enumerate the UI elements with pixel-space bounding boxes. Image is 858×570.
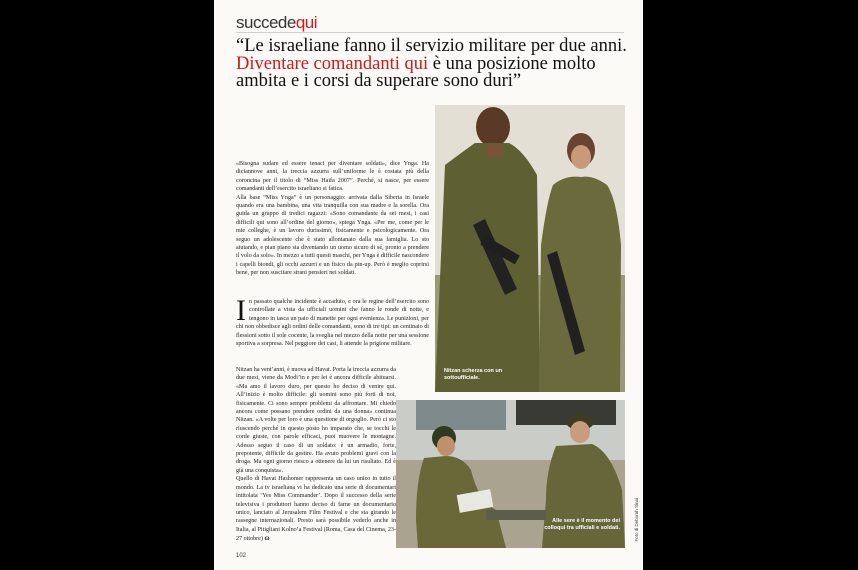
body-paragraph-2: Alla base “Miss Ynga” è un personaggio: arrivata dalla Siberia in Israele quando era una bambina, una vita tranquilla con sua madre e la sorella. Ora guida un gruppo di tredici ragazzi: «Sono comandante da sei mesi, i casi difficili qui sono all’ordine del giorno», spiega Ynga. «Per me, come per le mie colleghe, è un lavoro durissimo, fisicamente e psicologicamente. Ora seguo un adolescente che è stato allontanato dalla sua famiglia. Lo sto aiutando, e pian piano sta diventando un uomo sicuro di sé, pronto a prendere il volo da solo». In mezzo a tutti questi maschi, per Ynga è difficile nascondere i capelli biondi, gli occhi azzurri e un fisico da pin-up. Però è meglio coprirsi bene, per non suscitare strani pensieri nei soldati. [236, 194, 429, 277]
magazine-page [214, 0, 643, 570]
body-column-middle [236, 294, 429, 348]
body-paragraph-3: n passato qualche incidente è accaduto, e ora le regine dell’esercito sono controllate a vista da ufficiali uomini che fanno le ronde di notte, e tengono in tasca un paio di manette per ogni evenienza. Le punizioni, per chi non obbedisce agli ordini delle comandanti, sono di tre tipi: un centinaio di flessioni sotto il sole cocente, la sveglia nel mezzo della notte per una sessione sportiva a sorpresa. Nel peggiore dei casi, li attende la prigione militare. [236, 299, 429, 348]
photo-credit: Foto di Deborah Sinai [634, 498, 639, 542]
section-accent: qui [295, 13, 318, 32]
body-paragraph-4: Nitzan ha vent’anni, è nuova ad Havat. Porta la treccia azzurra da due mesi, viene da Modi’in e per lei è ancora difficile abituarsi. «Ma amo il lavoro duro, per questo ho deciso di venire qui. All’inizio è molto difficile: gli uomini sono più forti di noi, fisicamente. Ci sono sempre problemi da affrontare. Mi chiedo ancora come possano prendere ordini da una donna» continua Nitzan. «A volte per loro è una questione di orgoglio. Però ci sto riuscendo perché in questo posto ho imparato che, se tocchi le corde giuste, con parole efficaci, puoi muovere le montagne. Adesso seguo il caso di un soldato: è un armadio, forte, prepotente, difficile da gestire. Ha avuto problemi gravi con la droga. Ma ogni giorno riesco a ottenere da lui un risultato. Ed è già una conquista». [236, 367, 396, 474]
headline-part1: “Le israeliane fanno il servizio militare per due anni. [236, 36, 627, 56]
photo-soldiers-talking [435, 105, 625, 392]
section-title [236, 13, 317, 33]
photo-caption-1: Nitzan scherza con un sottoufficiale. [444, 368, 503, 381]
photo-caption-2: Alle sere è il momento dei colloqui tra ufficiali e soldati. [544, 518, 620, 531]
headline-highlight: Diventare comandanti qui [236, 53, 429, 74]
body-column-top [236, 160, 429, 278]
section-prefix: succede [236, 13, 296, 32]
end-mark: ɷ [264, 534, 270, 543]
section-rule [236, 32, 624, 33]
photo-illustration-1 [435, 105, 625, 392]
photo-soldiers-sitting [396, 400, 625, 548]
body-paragraph-5: Quello di Havat Hashomer rappresenta un caso unico in tutto il mondo. La tv israeliana vi ha dedicato una serie di documentari intitolata ‘Yes Miss Commander’. Dopo il successo della serie televisiva i produttori hanno deciso di farne un documentario unico, lanciato al Jerusalem Film Festival e che sta girando le rassegne internazionali. Presto sarà possibile vederlo anche in Italia, al Pitigliani Kolno’a Festival (Roma, Casa del Cinema, 23-27 ottobre) [236, 476, 396, 543]
headline-part2: è una posizione molto ambita e i corsi da superare sono duri” [236, 53, 596, 91]
headline [236, 38, 631, 91]
page-number: 102 [236, 553, 247, 559]
drop-cap: I [236, 294, 246, 327]
body-paragraph-1: «Bisogna sudare ed essere tenaci per diventare soldati», dice Ynga. Ha diciannove anni, la treccia azzurra sull’uniforme le è costata più della coroncina per il titolo di “Miss Haifa 2007”. Perché, si nasce, per essere comandanti dell’esercito israeliano si fatica. [236, 161, 429, 193]
body-column-bottom [236, 366, 396, 544]
